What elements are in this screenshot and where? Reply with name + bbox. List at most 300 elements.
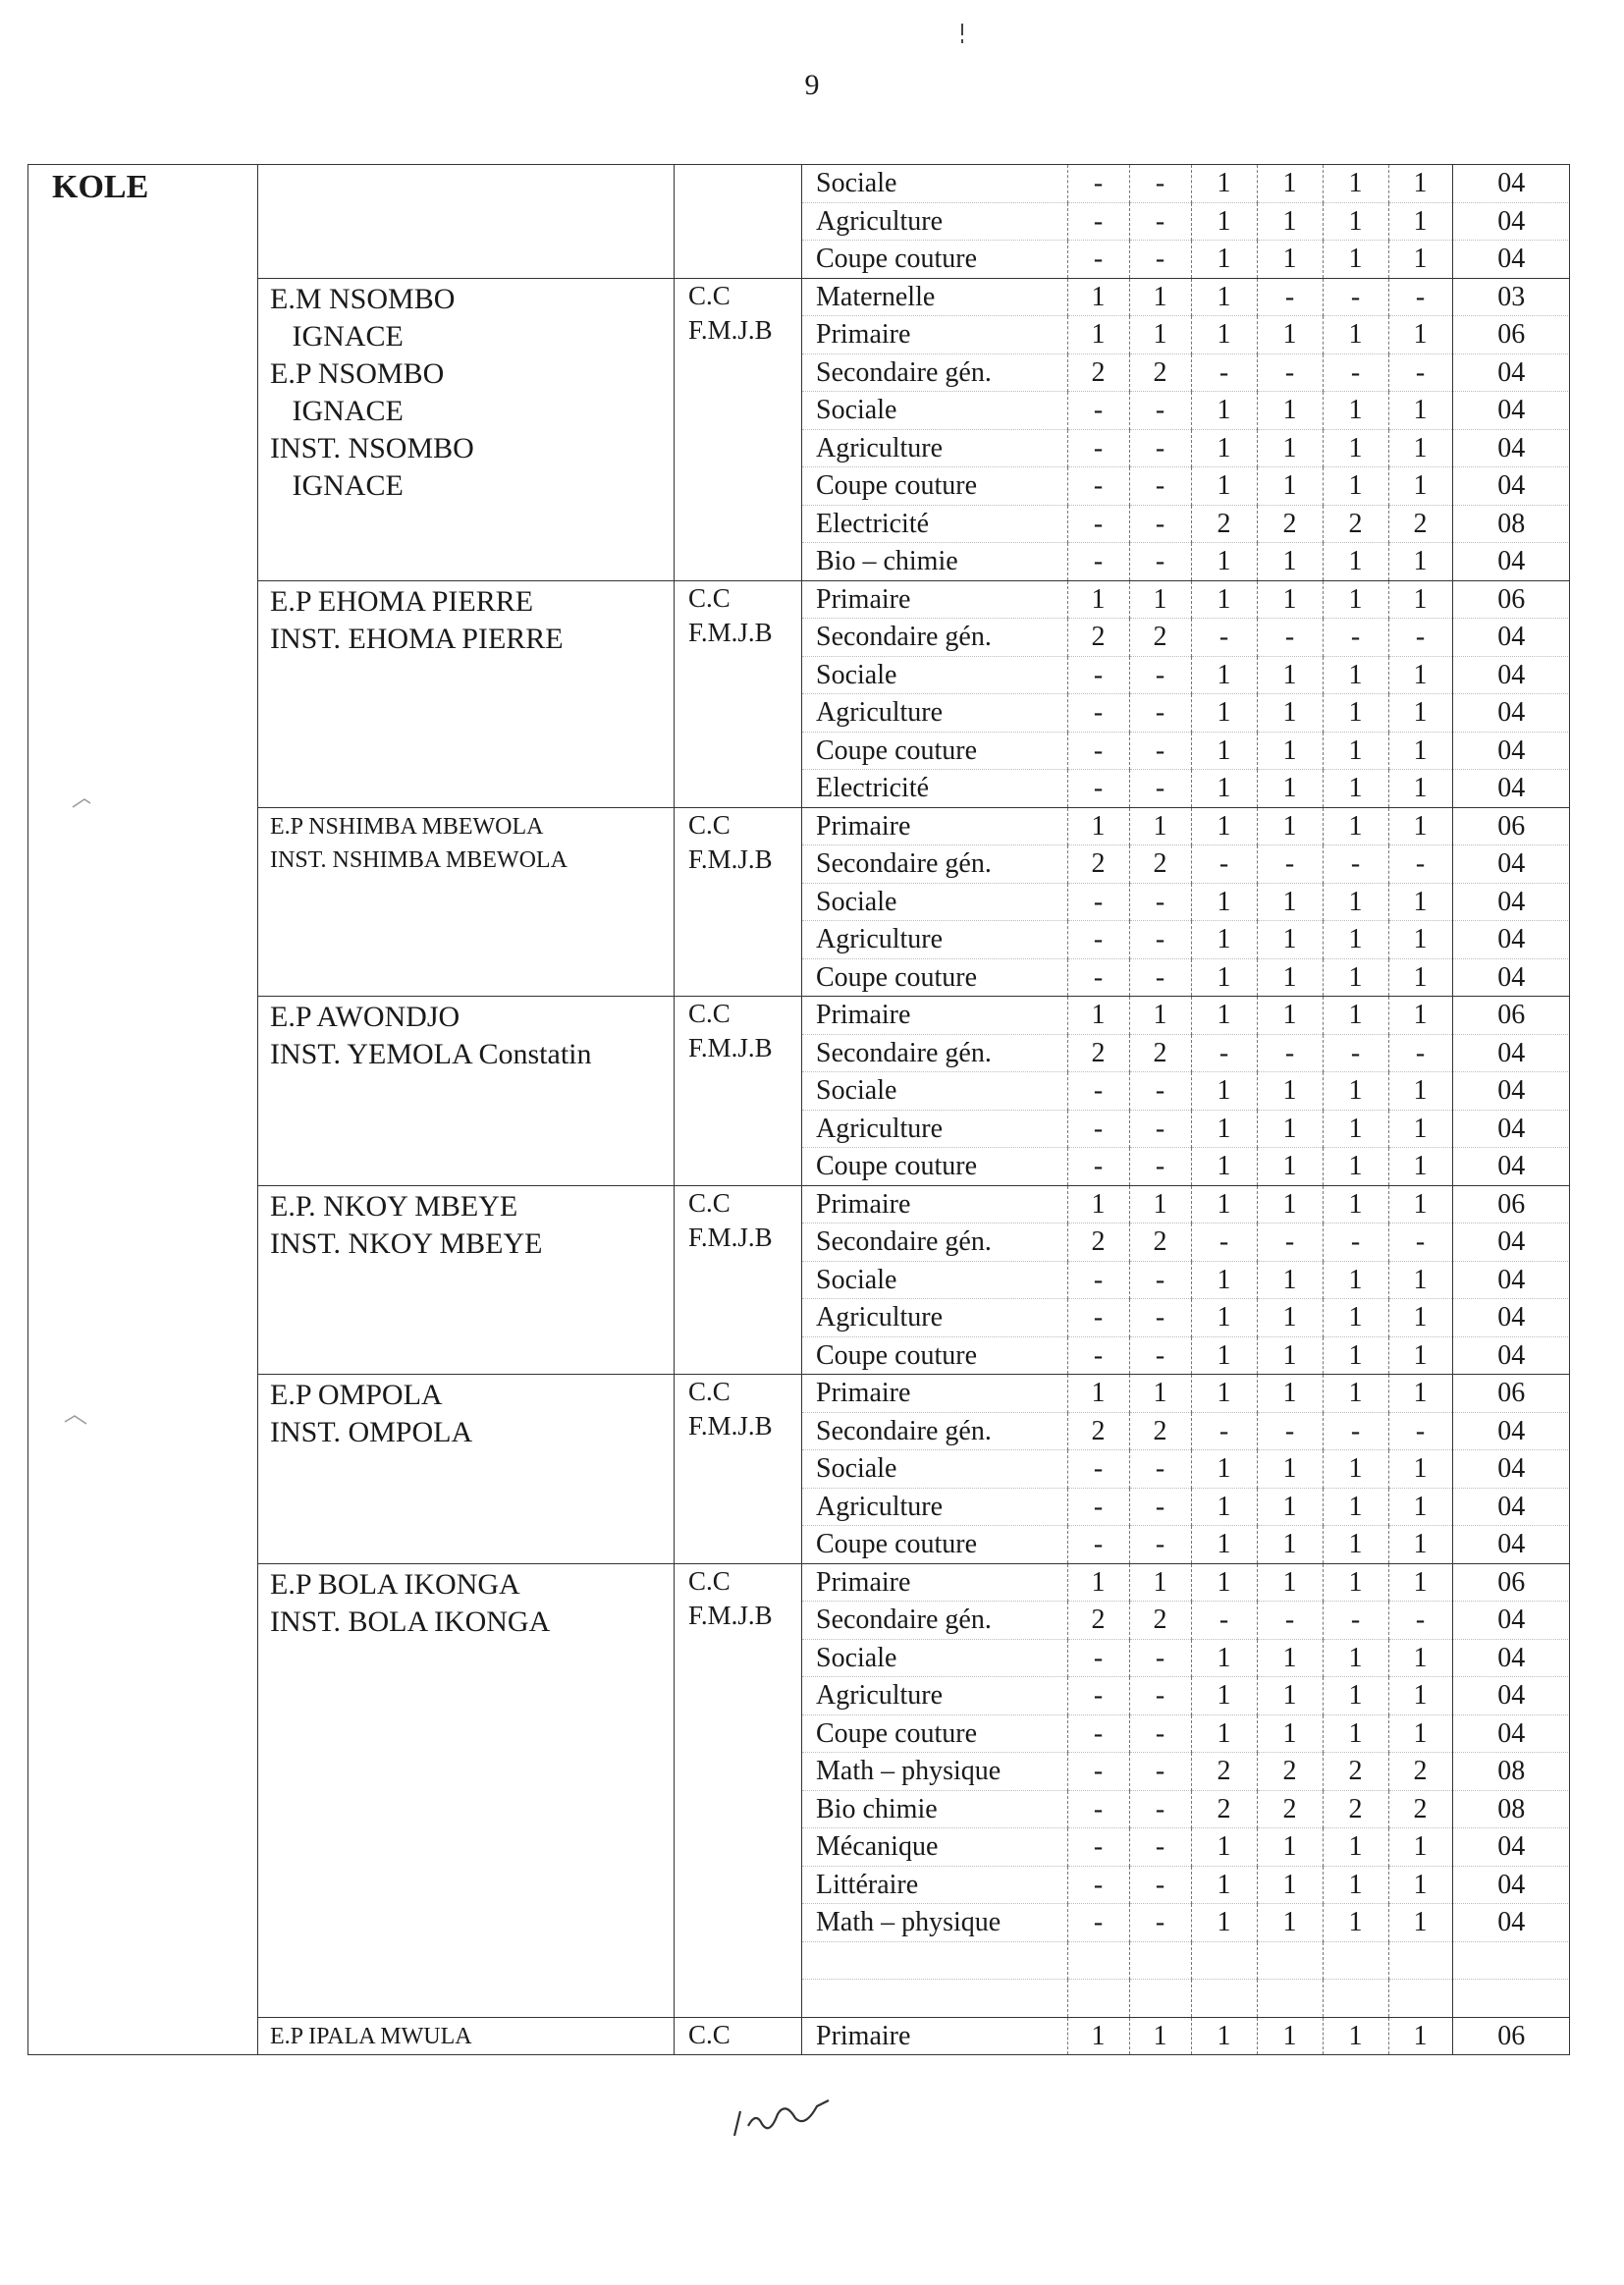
class-count-cell bbox=[1257, 1980, 1323, 2017]
school-group-row bbox=[28, 165, 1570, 279]
scan-speck bbox=[61, 1410, 100, 1430]
class-count-cell: 2 bbox=[1388, 1753, 1452, 1791]
class-count-cell: - bbox=[1129, 1488, 1191, 1526]
total-cell: 04 bbox=[1452, 1488, 1570, 1526]
class-count-cell: - bbox=[1067, 732, 1129, 770]
class-count-cell: 2 bbox=[1388, 505, 1452, 543]
class-count-cell: 1 bbox=[1257, 1110, 1323, 1148]
total-cell: 08 bbox=[1452, 1790, 1570, 1828]
section-row bbox=[802, 581, 1570, 619]
class-count-cell: 1 bbox=[1257, 656, 1323, 694]
class-count-cell: - bbox=[1067, 392, 1129, 430]
class-count-cell: 1 bbox=[1323, 1299, 1388, 1337]
class-count-cell: 1 bbox=[1323, 1336, 1388, 1374]
section-name: Agriculture bbox=[802, 429, 1067, 467]
class-count-cell: - bbox=[1067, 1072, 1129, 1111]
total-cell: 04 bbox=[1452, 1412, 1570, 1450]
class-count-cell: 1 bbox=[1323, 808, 1388, 845]
section-row bbox=[802, 354, 1570, 392]
school-name: E.P EHOMA PIERRE bbox=[270, 584, 534, 618]
class-count-cell: 1 bbox=[1129, 1186, 1191, 1224]
total-cell: 04 bbox=[1452, 619, 1570, 657]
class-count-cell: - bbox=[1067, 543, 1129, 580]
class-count-cell: 1 bbox=[1323, 997, 1388, 1034]
school-names-cell bbox=[258, 1563, 675, 2017]
section-row bbox=[802, 165, 1570, 202]
class-count-cell: - bbox=[1129, 543, 1191, 580]
convention-cell bbox=[675, 1185, 802, 1375]
class-count-cell bbox=[1067, 1941, 1129, 1980]
sections-cell bbox=[802, 165, 1570, 279]
total-cell: 04 bbox=[1452, 770, 1570, 807]
class-count-cell: 1 bbox=[1067, 2018, 1129, 2055]
section-row bbox=[802, 1602, 1570, 1640]
convention-label: C.C bbox=[688, 809, 731, 840]
class-count-cell: - bbox=[1067, 1753, 1129, 1791]
convention-cell bbox=[675, 580, 802, 807]
school-names-cell bbox=[258, 1375, 675, 1564]
section-row bbox=[802, 694, 1570, 733]
class-count-cell: 1 bbox=[1257, 694, 1323, 733]
class-count-cell: - bbox=[1388, 845, 1452, 884]
sections-table bbox=[802, 165, 1570, 278]
section-name: Secondaire gén. bbox=[802, 1602, 1067, 1640]
total-cell: 04 bbox=[1452, 1224, 1570, 1262]
class-count-cell: 1 bbox=[1323, 958, 1388, 996]
class-count-cell: 1 bbox=[1067, 316, 1129, 354]
class-count-cell: - bbox=[1067, 1866, 1129, 1904]
class-count-cell: 2 bbox=[1067, 1034, 1129, 1072]
section-name: Coupe couture bbox=[802, 1526, 1067, 1563]
total-cell: 04 bbox=[1452, 1904, 1570, 1942]
sections-table bbox=[802, 1564, 1570, 2017]
school-group-row bbox=[28, 278, 1570, 580]
section-row bbox=[802, 1261, 1570, 1299]
class-count-cell: 1 bbox=[1323, 732, 1388, 770]
class-count-cell: 1 bbox=[1191, 958, 1257, 996]
section-row bbox=[802, 1714, 1570, 1753]
total-cell: 06 bbox=[1452, 1375, 1570, 1412]
class-count-cell: 1 bbox=[1067, 1564, 1129, 1602]
total-cell: 06 bbox=[1452, 1564, 1570, 1602]
class-count-cell: 1 bbox=[1388, 1375, 1452, 1412]
class-count-cell: 1 bbox=[1191, 1488, 1257, 1526]
class-count-cell: - bbox=[1067, 1526, 1129, 1563]
class-count-cell: 1 bbox=[1191, 429, 1257, 467]
class-count-cell: 1 bbox=[1191, 1714, 1257, 1753]
class-count-cell: 1 bbox=[1388, 316, 1452, 354]
section-row bbox=[802, 1186, 1570, 1224]
school-group-row bbox=[28, 997, 1570, 1186]
school-group-row bbox=[28, 1563, 1570, 2017]
class-count-cell: 1 bbox=[1191, 770, 1257, 807]
section-row bbox=[802, 1904, 1570, 1942]
section-row bbox=[802, 958, 1570, 996]
convention-label: F.M.J.B bbox=[688, 1033, 773, 1062]
class-count-cell: - bbox=[1067, 1828, 1129, 1867]
total-cell: 06 bbox=[1452, 581, 1570, 619]
total-cell: 04 bbox=[1452, 1261, 1570, 1299]
section-row bbox=[802, 1110, 1570, 1148]
section-row bbox=[802, 1224, 1570, 1262]
section-name: Littéraire bbox=[802, 1866, 1067, 1904]
section-row bbox=[802, 656, 1570, 694]
class-count-cell: 1 bbox=[1067, 997, 1129, 1034]
class-count-cell: 1 bbox=[1323, 656, 1388, 694]
convention-cell bbox=[675, 1563, 802, 2017]
section-name: Sociale bbox=[802, 392, 1067, 430]
class-count-cell: 2 bbox=[1323, 1753, 1388, 1791]
section-name: Primaire bbox=[816, 1000, 911, 1031]
class-count-cell: - bbox=[1067, 883, 1129, 921]
class-count-cell: 1 bbox=[1129, 1564, 1191, 1602]
section-name: Coupe couture bbox=[802, 958, 1067, 996]
convention-cell bbox=[675, 165, 802, 279]
class-count-cell: 1 bbox=[1257, 1261, 1323, 1299]
section-name: Sociale bbox=[802, 656, 1067, 694]
class-count-cell: - bbox=[1388, 1602, 1452, 1640]
section-name: Coupe couture bbox=[802, 1336, 1067, 1374]
class-count-cell: 1 bbox=[1257, 1677, 1323, 1715]
total-cell: 04 bbox=[1452, 354, 1570, 392]
class-count-cell: 1 bbox=[1191, 1148, 1257, 1185]
class-count-cell: 1 bbox=[1323, 1866, 1388, 1904]
convention-label: C.C bbox=[688, 2019, 731, 2049]
school-names-cell bbox=[258, 1185, 675, 1375]
section-row bbox=[802, 770, 1570, 807]
class-count-cell: 2 bbox=[1191, 1790, 1257, 1828]
section-row bbox=[802, 1412, 1570, 1450]
class-count-cell: - bbox=[1067, 165, 1129, 202]
class-count-cell: - bbox=[1129, 656, 1191, 694]
sections-cell bbox=[802, 997, 1570, 1186]
class-count-cell: 1 bbox=[1257, 1639, 1323, 1677]
total-cell: 04 bbox=[1452, 241, 1570, 278]
class-count-cell: 1 bbox=[1323, 1072, 1388, 1111]
class-count-cell: 1 bbox=[1323, 392, 1388, 430]
section-row bbox=[802, 1526, 1570, 1563]
class-count-cell: - bbox=[1129, 1072, 1191, 1111]
section-name: Coupe couture bbox=[802, 732, 1067, 770]
class-count-cell bbox=[1129, 1941, 1191, 1980]
section-name: Bio chimie bbox=[802, 1790, 1067, 1828]
school-names-cell bbox=[258, 2017, 675, 2055]
class-count-cell: 1 bbox=[1191, 392, 1257, 430]
section-name bbox=[802, 1941, 1067, 1980]
class-count-cell: 1 bbox=[1323, 241, 1388, 278]
class-count-cell: - bbox=[1323, 354, 1388, 392]
class-count-cell: 2 bbox=[1129, 354, 1191, 392]
class-count-cell: 1 bbox=[1257, 1488, 1323, 1526]
school-name: IGNACE bbox=[270, 319, 404, 353]
class-count-cell: - bbox=[1388, 354, 1452, 392]
section-row bbox=[802, 429, 1570, 467]
class-count-cell: - bbox=[1388, 1034, 1452, 1072]
class-count-cell: 1 bbox=[1323, 883, 1388, 921]
total-cell: 03 bbox=[1452, 279, 1570, 316]
sections-cell bbox=[802, 278, 1570, 580]
class-count-cell: 1 bbox=[1257, 958, 1323, 996]
total-cell: 04 bbox=[1452, 1602, 1570, 1640]
section-row bbox=[802, 543, 1570, 580]
class-count-cell: 2 bbox=[1388, 1790, 1452, 1828]
class-count-cell: 1 bbox=[1388, 1148, 1452, 1185]
class-count-cell: 1 bbox=[1257, 467, 1323, 506]
section-row bbox=[802, 1034, 1570, 1072]
class-count-cell: 1 bbox=[1257, 1866, 1323, 1904]
class-count-cell: 1 bbox=[1388, 467, 1452, 506]
section-row bbox=[802, 1941, 1570, 1980]
total-cell: 06 bbox=[1452, 808, 1570, 845]
section-name: Agriculture bbox=[802, 1488, 1067, 1526]
sections-table bbox=[802, 2018, 1570, 2055]
section-name: Coupe couture bbox=[802, 1148, 1067, 1185]
class-count-cell: - bbox=[1067, 1639, 1129, 1677]
class-count-cell: 1 bbox=[1388, 1110, 1452, 1148]
section-name: Sociale bbox=[802, 883, 1067, 921]
class-count-cell: 1 bbox=[1388, 1186, 1452, 1224]
class-count-cell: 1 bbox=[1191, 1110, 1257, 1148]
class-count-cell: 2 bbox=[1257, 505, 1323, 543]
school-group-row bbox=[28, 1375, 1570, 1564]
school-names-cell bbox=[258, 165, 675, 279]
class-count-cell: 1 bbox=[1191, 202, 1257, 241]
class-count-cell: 1 bbox=[1191, 1072, 1257, 1111]
school-name: INST. NKOY MBEYE bbox=[270, 1226, 543, 1260]
class-count-cell: 1 bbox=[1323, 1375, 1388, 1412]
class-count-cell: - bbox=[1257, 1224, 1323, 1262]
total-cell bbox=[1452, 1941, 1570, 1980]
total-cell bbox=[1452, 1980, 1570, 2017]
class-count-cell: 1 bbox=[1323, 694, 1388, 733]
class-count-cell bbox=[1191, 1941, 1257, 1980]
class-count-cell: 1 bbox=[1323, 770, 1388, 807]
class-count-cell: 2 bbox=[1191, 505, 1257, 543]
school-name: E.P OMPOLA bbox=[270, 1379, 443, 1411]
total-cell: 04 bbox=[1452, 1148, 1570, 1185]
class-count-cell: - bbox=[1129, 1866, 1191, 1904]
scan-speck bbox=[69, 793, 108, 813]
section-row bbox=[802, 279, 1570, 316]
school-names-cell bbox=[258, 580, 675, 807]
section-name: Primaire bbox=[816, 583, 911, 615]
class-count-cell bbox=[1191, 1980, 1257, 2017]
school-name: E.P. NKOY MBEYE bbox=[270, 1189, 518, 1223]
class-count-cell: 1 bbox=[1388, 1261, 1452, 1299]
class-count-cell: - bbox=[1129, 1904, 1191, 1942]
class-count-cell: - bbox=[1257, 279, 1323, 316]
class-count-cell: 1 bbox=[1129, 581, 1191, 619]
class-count-cell: - bbox=[1129, 958, 1191, 996]
section-name: Bio – chimie bbox=[802, 543, 1067, 580]
section-name: Secondaire gén. bbox=[802, 1034, 1067, 1072]
class-count-cell: 1 bbox=[1191, 1450, 1257, 1489]
total-cell: 04 bbox=[1452, 1866, 1570, 1904]
class-count-cell: 1 bbox=[1257, 581, 1323, 619]
class-count-cell: 1 bbox=[1191, 997, 1257, 1034]
class-count-cell: - bbox=[1129, 732, 1191, 770]
class-count-cell: 1 bbox=[1388, 1299, 1452, 1337]
class-count-cell: 1 bbox=[1388, 1639, 1452, 1677]
class-count-cell bbox=[1067, 1980, 1129, 2017]
class-count-cell: 1 bbox=[1388, 808, 1452, 845]
section-row bbox=[802, 997, 1570, 1034]
class-count-cell: 1 bbox=[1067, 1186, 1129, 1224]
total-cell: 08 bbox=[1452, 1753, 1570, 1791]
class-count-cell: - bbox=[1129, 1753, 1191, 1791]
total-cell: 04 bbox=[1452, 202, 1570, 241]
scan-speck bbox=[957, 22, 967, 45]
class-count-cell: - bbox=[1129, 165, 1191, 202]
class-count-cell: 2 bbox=[1191, 1753, 1257, 1791]
class-count-cell: 1 bbox=[1388, 392, 1452, 430]
section-name: Primaire bbox=[816, 810, 911, 842]
class-count-cell: 1 bbox=[1257, 429, 1323, 467]
class-count-cell: 1 bbox=[1191, 1828, 1257, 1867]
convention-label: C.C bbox=[688, 1377, 731, 1406]
school-name: IGNACE bbox=[270, 394, 404, 427]
class-count-cell: 1 bbox=[1067, 1375, 1129, 1412]
class-count-cell: - bbox=[1129, 505, 1191, 543]
class-count-cell: - bbox=[1388, 1412, 1452, 1450]
class-count-cell: 1 bbox=[1323, 467, 1388, 506]
class-count-cell: 1 bbox=[1388, 1072, 1452, 1111]
school-group-row bbox=[28, 1185, 1570, 1375]
class-count-cell: 1 bbox=[1257, 808, 1323, 845]
class-count-cell: 1 bbox=[1191, 1186, 1257, 1224]
section-name: Secondaire gén. bbox=[802, 619, 1067, 657]
class-count-cell: - bbox=[1129, 1639, 1191, 1677]
section-name: Agriculture bbox=[802, 694, 1067, 733]
section-row bbox=[802, 732, 1570, 770]
class-count-cell: - bbox=[1067, 656, 1129, 694]
class-count-cell: 1 bbox=[1388, 1866, 1452, 1904]
school-name: INST. NSHIMBA MBEWOLA bbox=[270, 846, 568, 873]
class-count-cell: 1 bbox=[1257, 202, 1323, 241]
class-count-cell: 1 bbox=[1323, 202, 1388, 241]
class-count-cell: 1 bbox=[1129, 279, 1191, 316]
section-row bbox=[802, 467, 1570, 506]
class-count-cell: 1 bbox=[1323, 1110, 1388, 1148]
class-count-cell: - bbox=[1257, 619, 1323, 657]
class-count-cell: - bbox=[1067, 958, 1129, 996]
total-cell: 04 bbox=[1452, 1110, 1570, 1148]
class-count-cell: 1 bbox=[1257, 1072, 1323, 1111]
section-name: Sociale bbox=[802, 1639, 1067, 1677]
class-count-cell: 1 bbox=[1191, 1564, 1257, 1602]
section-name: Agriculture bbox=[802, 1299, 1067, 1337]
class-count-cell: - bbox=[1067, 1148, 1129, 1185]
class-count-cell: 1 bbox=[1323, 1148, 1388, 1185]
class-count-cell: 2 bbox=[1067, 1224, 1129, 1262]
class-count-cell: 1 bbox=[1388, 543, 1452, 580]
convention-cell bbox=[675, 1375, 802, 1564]
class-count-cell: 1 bbox=[1323, 316, 1388, 354]
class-count-cell: - bbox=[1323, 1224, 1388, 1262]
section-row bbox=[802, 1677, 1570, 1715]
class-count-cell: 1 bbox=[1388, 581, 1452, 619]
class-count-cell: 1 bbox=[1388, 1450, 1452, 1489]
class-count-cell: - bbox=[1129, 1526, 1191, 1563]
school-names-cell bbox=[258, 278, 675, 580]
total-cell: 04 bbox=[1452, 883, 1570, 921]
convention-label: C.C bbox=[688, 999, 731, 1028]
section-name: Electricité bbox=[802, 505, 1067, 543]
class-count-cell: 1 bbox=[1067, 808, 1129, 845]
section-name: Primaire bbox=[816, 2020, 911, 2051]
section-row bbox=[802, 921, 1570, 959]
convention-label: F.M.J.B bbox=[688, 1600, 773, 1630]
class-count-cell: 1 bbox=[1257, 770, 1323, 807]
class-count-cell: - bbox=[1191, 1224, 1257, 1262]
total-cell: 04 bbox=[1452, 467, 1570, 506]
convention-cell bbox=[675, 807, 802, 997]
class-count-cell: 1 bbox=[1388, 1526, 1452, 1563]
class-count-cell: 1 bbox=[1323, 543, 1388, 580]
school-group-row bbox=[28, 2017, 1570, 2055]
section-row bbox=[802, 1564, 1570, 1602]
sections-table bbox=[802, 1375, 1570, 1563]
section-row bbox=[802, 1790, 1570, 1828]
class-count-cell: - bbox=[1129, 921, 1191, 959]
class-count-cell: 1 bbox=[1191, 1299, 1257, 1337]
class-count-cell: - bbox=[1257, 1034, 1323, 1072]
class-count-cell: - bbox=[1129, 1299, 1191, 1337]
class-count-cell: - bbox=[1067, 1336, 1129, 1374]
school-group-row bbox=[28, 807, 1570, 997]
class-count-cell: - bbox=[1323, 1602, 1388, 1640]
convention-label: C.C bbox=[688, 280, 731, 310]
class-count-cell: - bbox=[1067, 1261, 1129, 1299]
class-count-cell: 1 bbox=[1191, 279, 1257, 316]
section-name: Coupe couture bbox=[802, 1714, 1067, 1753]
class-count-cell: 1 bbox=[1388, 165, 1452, 202]
class-count-cell: 1 bbox=[1257, 1375, 1323, 1412]
class-count-cell: 1 bbox=[1191, 467, 1257, 506]
section-row bbox=[802, 505, 1570, 543]
class-count-cell: 1 bbox=[1388, 656, 1452, 694]
class-count-cell: - bbox=[1257, 845, 1323, 884]
class-count-cell: 1 bbox=[1067, 279, 1129, 316]
section-row bbox=[802, 1072, 1570, 1111]
section-name: Sociale bbox=[802, 1261, 1067, 1299]
convention-label: F.M.J.B bbox=[688, 617, 773, 647]
total-cell: 06 bbox=[1452, 997, 1570, 1034]
total-cell: 04 bbox=[1452, 1526, 1570, 1563]
class-count-cell: 1 bbox=[1257, 1299, 1323, 1337]
section-name: Secondaire gén. bbox=[802, 1224, 1067, 1262]
class-count-cell: 1 bbox=[1191, 656, 1257, 694]
total-cell: 04 bbox=[1452, 1714, 1570, 1753]
total-cell: 04 bbox=[1452, 1034, 1570, 1072]
class-count-cell: 2 bbox=[1129, 619, 1191, 657]
section-row bbox=[802, 202, 1570, 241]
class-count-cell: - bbox=[1129, 1148, 1191, 1185]
class-count-cell: - bbox=[1129, 202, 1191, 241]
class-count-cell: 1 bbox=[1191, 316, 1257, 354]
total-cell: 04 bbox=[1452, 1072, 1570, 1111]
class-count-cell: 1 bbox=[1388, 1677, 1452, 1715]
class-count-cell: - bbox=[1129, 1450, 1191, 1489]
class-count-cell: 1 bbox=[1257, 1714, 1323, 1753]
section-row bbox=[802, 1299, 1570, 1337]
class-count-cell: 2 bbox=[1257, 1753, 1323, 1791]
school-name: E.M NSOMBO bbox=[270, 282, 456, 315]
section-row bbox=[802, 845, 1570, 884]
sections-cell bbox=[802, 1185, 1570, 1375]
section-name: Math – physique bbox=[802, 1753, 1067, 1791]
class-count-cell: 2 bbox=[1129, 1224, 1191, 1262]
